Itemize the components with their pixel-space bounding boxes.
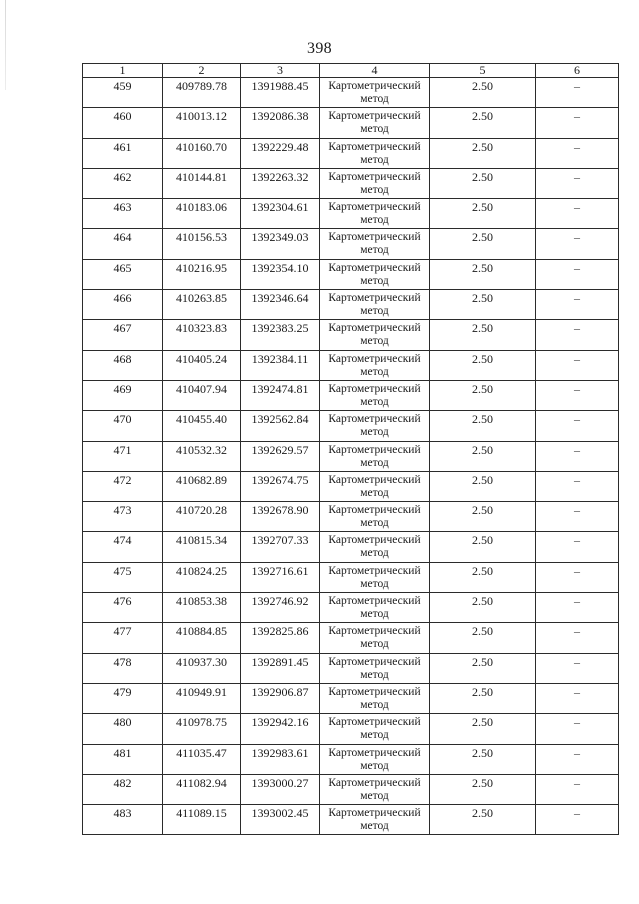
coordinate-x-cell: 410144.81 — [163, 168, 241, 198]
table-row — [83, 290, 619, 320]
point-number-cell: 469 — [83, 380, 163, 410]
coordinate-y-cell: 1392942.16 — [241, 714, 320, 744]
column-header: 6 — [536, 64, 619, 78]
note-cell: – — [536, 138, 619, 168]
accuracy-cell: 2.50 — [430, 78, 536, 108]
note-cell: – — [536, 805, 619, 835]
method-line-1: Картометрический — [328, 322, 421, 335]
method-line-2: метод — [360, 638, 389, 651]
method-cell — [320, 471, 430, 501]
coordinate-y-cell: 1392383.25 — [241, 320, 320, 350]
method-cell — [320, 805, 430, 835]
point-number-cell: 480 — [83, 714, 163, 744]
coordinate-y-cell: 1392229.48 — [241, 138, 320, 168]
table-row — [83, 774, 619, 804]
note-cell: – — [536, 411, 619, 441]
method-line-1: Картометрический — [328, 564, 421, 577]
method-line-2: метод — [360, 668, 389, 681]
method-line-2: метод — [360, 456, 389, 469]
table-row — [83, 108, 619, 138]
method-line-2: метод — [360, 759, 389, 772]
method-line-1: Картометрический — [328, 746, 421, 759]
note-cell: – — [536, 441, 619, 471]
method-cell — [320, 623, 430, 653]
note-cell: – — [536, 683, 619, 713]
method-line-1: Картометрический — [328, 261, 421, 274]
coordinate-y-cell: 1392354.10 — [241, 259, 320, 289]
method-line-1: Картометрический — [328, 170, 421, 183]
coordinate-x-cell: 411082.94 — [163, 774, 241, 804]
note-cell: – — [536, 199, 619, 229]
point-number-cell: 466 — [83, 290, 163, 320]
accuracy-cell: 2.50 — [430, 138, 536, 168]
table-row — [83, 259, 619, 289]
point-number-cell: 468 — [83, 350, 163, 380]
method-line-1: Картометрический — [328, 292, 421, 305]
method-line-1: Картометрический — [328, 231, 421, 244]
method-line-1: Картометрический — [328, 655, 421, 668]
method-cell — [320, 78, 430, 108]
method-cell — [320, 744, 430, 774]
accuracy-cell: 2.50 — [430, 380, 536, 410]
method-line-2: метод — [360, 183, 389, 196]
coordinate-x-cell: 410183.06 — [163, 199, 241, 229]
coordinate-y-cell: 1392678.90 — [241, 502, 320, 532]
table-row — [83, 320, 619, 350]
method-line-2: метод — [360, 608, 389, 621]
method-cell — [320, 441, 430, 471]
method-line-2: метод — [360, 274, 389, 287]
method-line-2: метод — [360, 214, 389, 227]
method-line-2: метод — [360, 698, 389, 711]
accuracy-cell: 2.50 — [430, 168, 536, 198]
point-number-cell: 482 — [83, 774, 163, 804]
coordinate-y-cell: 1393000.27 — [241, 774, 320, 804]
coordinate-x-cell: 410455.40 — [163, 411, 241, 441]
method-line-1: Картометрический — [328, 504, 421, 517]
coordinate-x-cell: 410720.28 — [163, 502, 241, 532]
coordinate-y-cell: 1392562.84 — [241, 411, 320, 441]
note-cell: – — [536, 259, 619, 289]
coordinate-x-cell: 410323.83 — [163, 320, 241, 350]
accuracy-cell: 2.50 — [430, 623, 536, 653]
coordinate-x-cell: 409789.78 — [163, 78, 241, 108]
method-cell — [320, 199, 430, 229]
table-row — [83, 744, 619, 774]
column-header: 5 — [430, 64, 536, 78]
table-row — [83, 805, 619, 835]
note-cell: – — [536, 744, 619, 774]
method-cell — [320, 229, 430, 259]
coordinate-y-cell: 1392474.81 — [241, 380, 320, 410]
point-number-cell: 471 — [83, 441, 163, 471]
point-number-cell: 460 — [83, 108, 163, 138]
method-cell — [320, 774, 430, 804]
column-header: 2 — [163, 64, 241, 78]
coordinate-x-cell: 411089.15 — [163, 805, 241, 835]
coordinate-y-cell: 1391988.45 — [241, 78, 320, 108]
method-line-2: метод — [360, 395, 389, 408]
accuracy-cell: 2.50 — [430, 562, 536, 592]
point-number-cell: 467 — [83, 320, 163, 350]
note-cell: – — [536, 229, 619, 259]
point-number-cell: 476 — [83, 593, 163, 623]
point-number-cell: 462 — [83, 168, 163, 198]
method-line-2: метод — [360, 486, 389, 499]
method-line-1: Картометрический — [328, 140, 421, 153]
method-cell — [320, 108, 430, 138]
coordinate-x-cell: 410682.89 — [163, 471, 241, 501]
method-cell — [320, 502, 430, 532]
method-cell — [320, 653, 430, 683]
column-header: 1 — [83, 64, 163, 78]
method-line-1: Картометрический — [328, 201, 421, 214]
coordinate-y-cell: 1392707.33 — [241, 532, 320, 562]
method-line-2: метод — [360, 820, 389, 833]
point-number-cell: 479 — [83, 683, 163, 713]
accuracy-cell: 2.50 — [430, 471, 536, 501]
method-line-1: Картометрический — [328, 807, 421, 820]
accuracy-cell: 2.50 — [430, 653, 536, 683]
coordinate-x-cell: 411035.47 — [163, 744, 241, 774]
point-number-cell: 477 — [83, 623, 163, 653]
method-line-1: Картометрический — [328, 716, 421, 729]
note-cell: – — [536, 471, 619, 501]
coordinate-x-cell: 410156.53 — [163, 229, 241, 259]
note-cell: – — [536, 623, 619, 653]
accuracy-cell: 2.50 — [430, 320, 536, 350]
method-line-1: Картометрический — [328, 534, 421, 547]
table-row — [83, 623, 619, 653]
coordinate-x-cell: 410532.32 — [163, 441, 241, 471]
table-row — [83, 78, 619, 108]
accuracy-cell: 2.50 — [430, 683, 536, 713]
note-cell: – — [536, 714, 619, 744]
table-row — [83, 502, 619, 532]
method-line-1: Картометрический — [328, 776, 421, 789]
method-line-2: метод — [360, 93, 389, 105]
method-line-1: Картометрический — [328, 382, 421, 395]
note-cell: – — [536, 774, 619, 804]
coordinate-x-cell: 410937.30 — [163, 653, 241, 683]
note-cell: – — [536, 532, 619, 562]
note-cell: – — [536, 350, 619, 380]
accuracy-cell: 2.50 — [430, 502, 536, 532]
method-line-2: метод — [360, 426, 389, 439]
coordinate-x-cell: 410405.24 — [163, 350, 241, 380]
coordinates-table — [82, 63, 619, 835]
note-cell: – — [536, 320, 619, 350]
coordinate-y-cell: 1392674.75 — [241, 471, 320, 501]
accuracy-cell: 2.50 — [430, 350, 536, 380]
accuracy-cell: 2.50 — [430, 805, 536, 835]
point-number-cell: 463 — [83, 199, 163, 229]
accuracy-cell: 2.50 — [430, 108, 536, 138]
point-number-cell: 470 — [83, 411, 163, 441]
method-cell — [320, 138, 430, 168]
table-row — [83, 714, 619, 744]
method-cell — [320, 411, 430, 441]
accuracy-cell: 2.50 — [430, 774, 536, 804]
method-line-1: Картометрический — [328, 473, 421, 486]
column-header: 3 — [241, 64, 320, 78]
accuracy-cell: 2.50 — [430, 199, 536, 229]
point-number-cell: 478 — [83, 653, 163, 683]
method-line-2: метод — [360, 305, 389, 318]
coordinate-x-cell: 410978.75 — [163, 714, 241, 744]
coordinate-y-cell: 1393002.45 — [241, 805, 320, 835]
note-cell: – — [536, 502, 619, 532]
point-number-cell: 473 — [83, 502, 163, 532]
table-row — [83, 380, 619, 410]
table-row — [83, 593, 619, 623]
method-line-2: метод — [360, 335, 389, 348]
accuracy-cell: 2.50 — [430, 229, 536, 259]
note-cell: – — [536, 290, 619, 320]
coordinate-x-cell: 410884.85 — [163, 623, 241, 653]
coordinate-x-cell: 410815.34 — [163, 532, 241, 562]
table-row — [83, 532, 619, 562]
header-row — [83, 64, 619, 78]
note-cell: – — [536, 562, 619, 592]
accuracy-cell: 2.50 — [430, 593, 536, 623]
method-cell — [320, 320, 430, 350]
method-cell — [320, 259, 430, 289]
accuracy-cell: 2.50 — [430, 411, 536, 441]
coordinate-y-cell: 1392746.92 — [241, 593, 320, 623]
point-number-cell: 465 — [83, 259, 163, 289]
coordinate-y-cell: 1392304.61 — [241, 199, 320, 229]
method-cell — [320, 593, 430, 623]
coordinate-y-cell: 1392086.38 — [241, 108, 320, 138]
column-header: 4 — [320, 64, 430, 78]
method-line-1: Картометрический — [328, 443, 421, 456]
method-line-2: метод — [360, 517, 389, 530]
coordinate-y-cell: 1392384.11 — [241, 350, 320, 380]
note-cell: – — [536, 653, 619, 683]
accuracy-cell: 2.50 — [430, 532, 536, 562]
method-line-1: Картометрический — [328, 110, 421, 123]
coordinate-x-cell: 410263.85 — [163, 290, 241, 320]
note-cell: – — [536, 108, 619, 138]
table-row — [83, 562, 619, 592]
method-line-1: Картометрический — [328, 80, 421, 92]
accuracy-cell: 2.50 — [430, 290, 536, 320]
table-row — [83, 168, 619, 198]
note-cell: – — [536, 168, 619, 198]
coordinate-y-cell: 1392825.86 — [241, 623, 320, 653]
point-number-cell: 464 — [83, 229, 163, 259]
coordinate-y-cell: 1392983.61 — [241, 744, 320, 774]
point-number-cell: 481 — [83, 744, 163, 774]
method-line-2: метод — [360, 365, 389, 378]
method-line-2: метод — [360, 123, 389, 136]
accuracy-cell: 2.50 — [430, 259, 536, 289]
point-number-cell: 461 — [83, 138, 163, 168]
table-row — [83, 199, 619, 229]
coordinate-x-cell: 410407.94 — [163, 380, 241, 410]
method-line-2: метод — [360, 577, 389, 590]
table-row — [83, 471, 619, 501]
method-cell — [320, 380, 430, 410]
method-line-1: Картометрический — [328, 685, 421, 698]
coordinate-y-cell: 1392906.87 — [241, 683, 320, 713]
accuracy-cell: 2.50 — [430, 714, 536, 744]
table-row — [83, 653, 619, 683]
table-row — [83, 683, 619, 713]
method-line-1: Картометрический — [328, 625, 421, 638]
method-line-2: метод — [360, 244, 389, 257]
method-cell — [320, 532, 430, 562]
method-line-1: Картометрический — [328, 352, 421, 365]
point-number-cell: 472 — [83, 471, 163, 501]
method-cell — [320, 714, 430, 744]
note-cell: – — [536, 78, 619, 108]
coordinate-x-cell: 410853.38 — [163, 593, 241, 623]
coordinate-y-cell: 1392891.45 — [241, 653, 320, 683]
note-cell: – — [536, 380, 619, 410]
table-row — [83, 229, 619, 259]
accuracy-cell: 2.50 — [430, 441, 536, 471]
coordinate-x-cell: 410824.25 — [163, 562, 241, 592]
method-line-2: метод — [360, 547, 389, 560]
accuracy-cell: 2.50 — [430, 744, 536, 774]
coordinate-x-cell: 410949.91 — [163, 683, 241, 713]
page-number: 398 — [307, 40, 332, 57]
method-cell — [320, 290, 430, 320]
method-line-2: метод — [360, 789, 389, 802]
method-line-1: Картометрический — [328, 595, 421, 608]
note-cell: – — [536, 593, 619, 623]
table-row — [83, 138, 619, 168]
coordinate-y-cell: 1392346.64 — [241, 290, 320, 320]
coordinate-x-cell: 410013.12 — [163, 108, 241, 138]
table-row — [83, 350, 619, 380]
coordinate-y-cell: 1392349.03 — [241, 229, 320, 259]
table-row — [83, 411, 619, 441]
coordinate-y-cell: 1392263.32 — [241, 168, 320, 198]
method-cell — [320, 683, 430, 713]
method-cell — [320, 168, 430, 198]
coordinate-y-cell: 1392629.57 — [241, 441, 320, 471]
method-line-2: метод — [360, 153, 389, 166]
method-cell — [320, 562, 430, 592]
method-line-1: Картометрический — [328, 413, 421, 426]
coordinate-x-cell: 410216.95 — [163, 259, 241, 289]
point-number-cell: 483 — [83, 805, 163, 835]
coordinate-y-cell: 1392716.61 — [241, 562, 320, 592]
method-line-2: метод — [360, 729, 389, 742]
coordinate-x-cell: 410160.70 — [163, 138, 241, 168]
method-cell — [320, 350, 430, 380]
point-number-cell: 475 — [83, 562, 163, 592]
point-number-cell: 459 — [83, 78, 163, 108]
point-number-cell: 474 — [83, 532, 163, 562]
table-row — [83, 441, 619, 471]
